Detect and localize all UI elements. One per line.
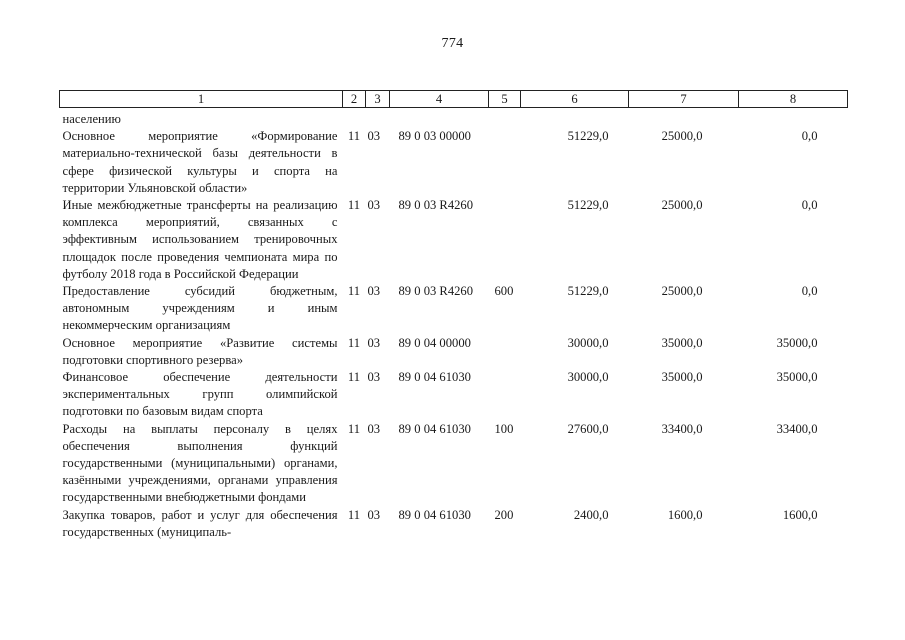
subsection-code: 03 bbox=[367, 129, 381, 144]
expense-type-code: 100 bbox=[494, 421, 514, 436]
subsection-code: 03 bbox=[367, 284, 381, 299]
amount-col-7: 35000,0 bbox=[661, 370, 703, 385]
amount-col-8 bbox=[739, 111, 848, 128]
row-name: населению bbox=[62, 112, 121, 126]
amount-col-6 bbox=[521, 111, 629, 128]
amount-col-6: 51229,0 bbox=[567, 198, 609, 213]
section-code: 11 bbox=[347, 284, 361, 299]
amount-col-6: 51229,0 bbox=[567, 129, 609, 144]
table-row bbox=[60, 421, 848, 507]
subsection-code: 03 bbox=[367, 335, 381, 350]
amount-col-7: 25000,0 bbox=[661, 129, 703, 144]
row-name: Предоставление субсидий бюджетным, автономным учреждениям и иным некоммерческим организациям bbox=[62, 284, 338, 333]
section-code: 11 bbox=[347, 421, 361, 436]
row-name: Иные межбюджетные трансферты на реализацию комплекса мероприятий, связанных с эффективным использованием тренировочных площадок после проведения чемпионата мира по футболу 2018 года в Российской Федерации bbox=[62, 198, 338, 281]
amount-col-6: 51229,0 bbox=[567, 284, 609, 299]
amount-col-8: 0,0 bbox=[801, 284, 818, 299]
col-header-4: 4 bbox=[390, 91, 489, 108]
section-code bbox=[343, 111, 366, 128]
col-header-5: 5 bbox=[489, 91, 521, 108]
section-code: 11 bbox=[347, 507, 361, 522]
expense-type-code bbox=[489, 197, 521, 283]
expense-type-code bbox=[489, 369, 521, 421]
subsection-code bbox=[366, 111, 390, 128]
table-row bbox=[60, 507, 848, 541]
section-code: 11 bbox=[347, 198, 361, 213]
target-article-code: 89 0 03 R4260 bbox=[398, 284, 474, 299]
target-article-code: 89 0 04 61030 bbox=[398, 370, 471, 385]
col-header-3: 3 bbox=[366, 91, 390, 108]
amount-col-7: 33400,0 bbox=[661, 421, 703, 436]
row-name: Закупка товаров, работ и услуг для обеспечения государственных (муниципаль- bbox=[62, 507, 338, 539]
budget-table bbox=[59, 90, 848, 541]
amount-col-7: 35000,0 bbox=[661, 335, 703, 350]
subsection-code: 03 bbox=[367, 507, 381, 522]
amount-col-7: 1600,0 bbox=[667, 507, 703, 522]
amount-col-7: 25000,0 bbox=[661, 284, 703, 299]
amount-col-6: 27600,0 bbox=[567, 421, 609, 436]
amount-col-8: 33400,0 bbox=[776, 421, 818, 436]
column-number-row bbox=[60, 91, 848, 108]
col-header-6: 6 bbox=[521, 91, 629, 108]
section-code: 11 bbox=[347, 335, 361, 350]
table-row bbox=[60, 111, 848, 128]
col-header-2: 2 bbox=[343, 91, 366, 108]
table-row bbox=[60, 128, 848, 197]
subsection-code: 03 bbox=[367, 198, 381, 213]
amount-col-8: 1600,0 bbox=[782, 507, 818, 522]
amount-col-6: 2400,0 bbox=[573, 507, 609, 522]
table-row bbox=[60, 369, 848, 421]
amount-col-6: 30000,0 bbox=[567, 335, 609, 350]
table-header bbox=[60, 91, 848, 108]
target-article-code bbox=[390, 111, 489, 128]
row-name: Основное мероприятие «Формирование материально-технической базы деятельности в сфере физической культуры и спорта на территории Ульяновской области» bbox=[62, 129, 338, 195]
col-header-8: 8 bbox=[739, 91, 848, 108]
target-article-code: 89 0 03 R4260 bbox=[398, 198, 474, 213]
amount-col-8: 35000,0 bbox=[776, 370, 818, 385]
expense-type-code bbox=[489, 335, 521, 369]
row-name: Расходы на выплаты персоналу в целях обеспечения выполнения функций государственными (муниципальными) органами, казёнными учреждениями, органами управления государственными внебюджетными фондами bbox=[62, 421, 338, 505]
col-header-7: 7 bbox=[629, 91, 739, 108]
table-row bbox=[60, 283, 848, 335]
row-name: Финансовое обеспечение деятельности экспериментальных групп олимпийской подготовки по базовым видам спорта bbox=[62, 370, 338, 419]
target-article-code: 89 0 04 61030 bbox=[398, 507, 471, 522]
expense-type-code bbox=[489, 111, 521, 128]
expense-type-code: 200 bbox=[494, 507, 514, 522]
amount-col-8: 35000,0 bbox=[776, 335, 818, 350]
target-article-code: 89 0 04 00000 bbox=[398, 335, 471, 350]
target-article-code: 89 0 03 00000 bbox=[398, 129, 471, 144]
subsection-code: 03 bbox=[367, 370, 381, 385]
page-number: 774 bbox=[441, 36, 464, 51]
section-code: 11 bbox=[347, 129, 361, 144]
row-name: Основное мероприятие «Развитие системы подготовки спортивного резерва» bbox=[62, 335, 338, 367]
table-row bbox=[60, 335, 848, 369]
amount-col-8: 0,0 bbox=[801, 198, 818, 213]
col-header-1: 1 bbox=[60, 91, 343, 108]
target-article-code: 89 0 04 61030 bbox=[398, 421, 471, 436]
table-row bbox=[60, 197, 848, 283]
amount-col-6: 30000,0 bbox=[567, 370, 609, 385]
expense-type-code bbox=[489, 128, 521, 197]
amount-col-8: 0,0 bbox=[801, 129, 818, 144]
table-body bbox=[60, 108, 848, 542]
amount-col-7 bbox=[629, 111, 739, 128]
amount-col-7: 25000,0 bbox=[661, 198, 703, 213]
subsection-code: 03 bbox=[367, 421, 381, 436]
expense-type-code: 600 bbox=[494, 284, 514, 299]
section-code: 11 bbox=[347, 370, 361, 385]
